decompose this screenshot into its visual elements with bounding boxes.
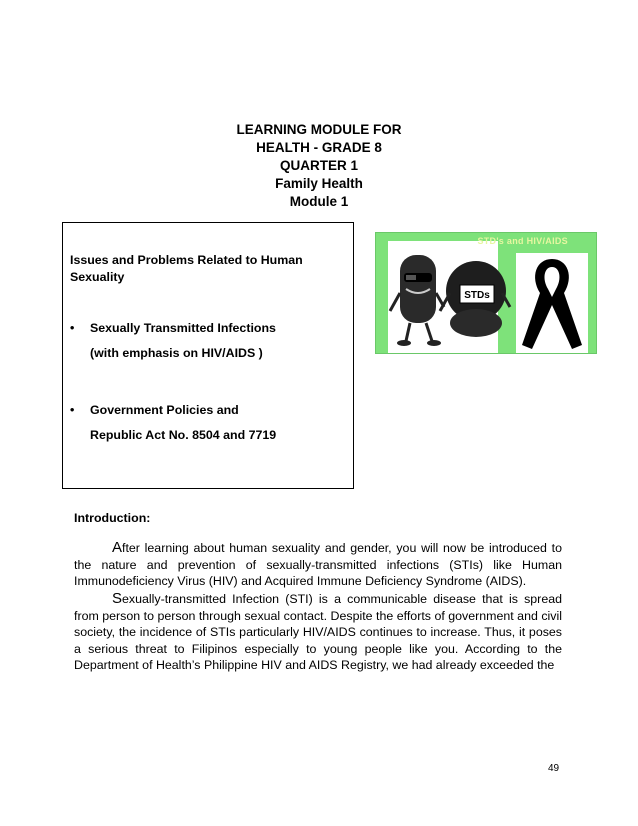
topics-box: [62, 222, 354, 489]
module-title: [0, 121, 638, 211]
topic-item-subtext: (with emphasis on HIV/AIDS ): [90, 346, 263, 360]
title-line-2: HEALTH - GRADE 8: [256, 140, 382, 155]
paragraph-text: fter learning about human sexuality and gender, you will now be introduced to the nature and prevention of sexually-transmitted infections (STIs) like Human Immunodeficiency Virus (HIV) and Acquired Immune Deficiency Syndrome (AIDS).: [74, 541, 562, 589]
topics-heading: [70, 252, 340, 286]
illustration-caption: STD's and HIV/AIDS: [477, 236, 568, 246]
intro-paragraph-2: [74, 591, 562, 674]
bullet-icon: •: [70, 403, 75, 417]
page-number: 49: [548, 763, 560, 774]
std-illustration-art: [376, 233, 598, 355]
introduction-heading: Introduction:: [74, 511, 151, 525]
drop-letter: A: [112, 539, 123, 556]
title-line-1: LEARNING MODULE FOR: [236, 122, 402, 137]
topics-heading-line-2: Sexuality: [70, 270, 125, 284]
topic-item-subtext: Republic Act No. 8504 and 7719: [90, 428, 277, 442]
topics-heading-line-1: Issues and Problems Related to Human: [70, 253, 303, 267]
std-sign-label: STDs: [464, 290, 490, 301]
title-line-3: QUARTER 1: [279, 158, 358, 173]
title-line-5: Module 1: [289, 194, 349, 209]
capsule-character-icon: [400, 255, 436, 323]
paragraph-text: exually-transmitted Infection (STI) is a communicable disease that is spread from person to person through sexual contact. Despite the efforts of government and civil society, the incidence of STIs particularly HIV/AIDS continues to increase. Thus, it poses a serious threat to Filipinos especially to young people like you. According to the Department of Health’s Philippine HIV and AIDS Registry, we had already exceeded the: [74, 592, 562, 673]
drop-letter: S: [112, 590, 123, 607]
topic-item-text: Government Policies and: [90, 403, 239, 417]
std-illustration: [375, 232, 597, 354]
topic-item-text: Sexually Transmitted Infections: [90, 321, 276, 335]
title-line-4: Family Health: [275, 176, 363, 191]
bullet-icon: •: [70, 321, 75, 335]
intro-paragraph-1: [74, 540, 562, 590]
